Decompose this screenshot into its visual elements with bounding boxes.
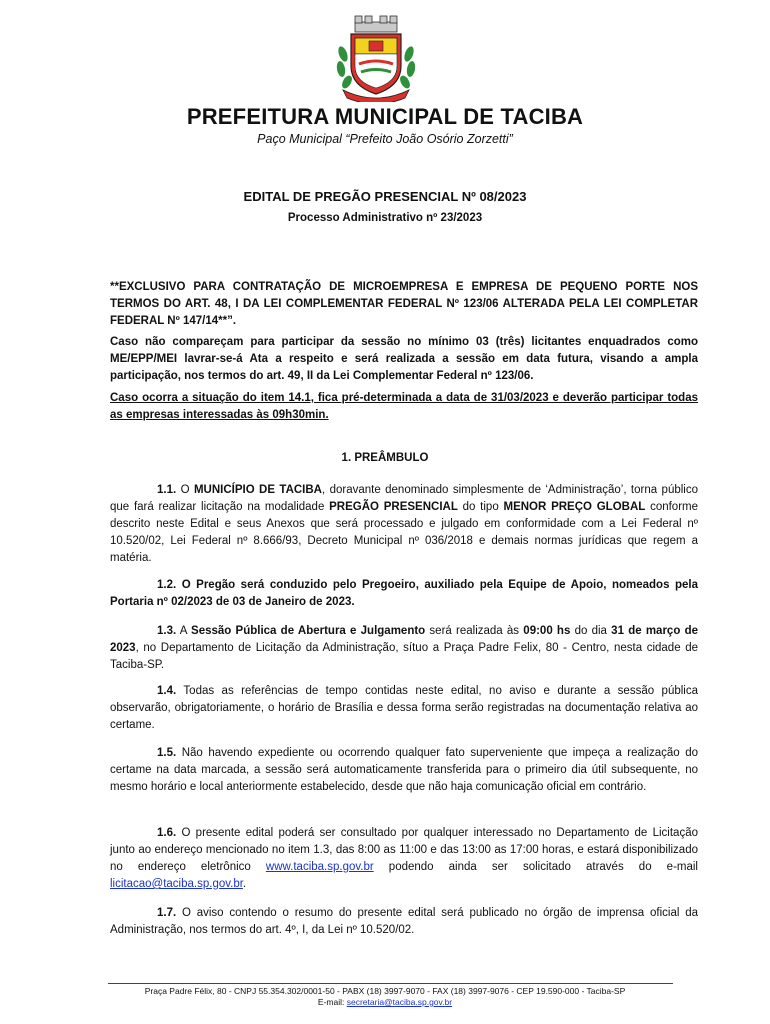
clause-number: 1.4. <box>157 685 177 697</box>
clause-1-7 <box>110 905 698 939</box>
clause-number: 1.5. <box>157 747 177 759</box>
clause-number: 1.6. <box>157 827 177 839</box>
clause-text: podendo ainda ser solicitado através do e-mail <box>373 861 698 873</box>
clause-1-2 <box>110 577 698 611</box>
clause-emphasis: Sessão Pública de Abertura e Julgamento <box>191 625 426 637</box>
clause-1-6 <box>110 825 698 893</box>
clause-text: 1.2. O Pregão será conduzido pelo Pregoeiro, auxiliado pela Equipe de Apoio, nomeados pela Portaria nº 02/2023 de 03 de Janeiro de 2023. <box>110 579 698 608</box>
clause-text: , no Departamento de Licitação da Administração, sítuo a Praça Padre Felix, 80 - Centro, nesta cidade de Taciba-SP. <box>110 642 698 671</box>
clause-text: . <box>242 878 247 890</box>
page-subtitle: Paço Municipal “Prefeito João Osório Zorzetti” <box>257 132 513 146</box>
clause-text: será realizada às <box>425 625 524 637</box>
clause-emphasis: PREGÃO PRESENCIAL <box>329 501 458 513</box>
clause-text: O <box>176 484 194 496</box>
clause-number: 1.7. <box>157 907 177 919</box>
clause-text: do dia <box>570 625 612 637</box>
clause-1-1 <box>110 482 698 567</box>
clause-emphasis: 31 de março de 2023 <box>110 625 698 654</box>
clause-text: O presente edital poderá ser consultado por qualquer interessado no Departamento de Licitação junto ao endereço mencionado no item 1.3, das 8:00 as 11:00 e das 13:00 as 17:00 horas, e estará disponibilizado no endereço eletrônico <box>110 827 698 873</box>
footer-address: Praça Padre Félix, 80 - CNPJ 55.354.302/0001-50 - PABX (18) 3997-9070 - FAX (18) 3997-9076 - CEP 19.590-000 - Taciba-SP <box>144 986 626 996</box>
edital-title: EDITAL DE PREGÃO PRESENCIAL Nº 08/2023 <box>243 189 527 204</box>
clause-1-3 <box>110 623 698 674</box>
clause-text: Todas as referências de tempo contidas neste edital, no aviso e durante a sessão pública observarão, obrigatoriamente, o horário de Brasília e dessa forma serão registradas na documentação relativa ao certame. <box>110 685 698 731</box>
notice-minimo-licitantes: Caso não compareçam para participar da sessão no mínimo 03 (três) licitantes enquadrados como ME/EPP/MEI lavrar-se-á Ata a respeito e será realizada a sessão em data futura, visando a ampla participação, nos termos do art. 49, II da Lei Complementar Federal nº 123/06. <box>110 336 698 382</box>
clause-text: do tipo <box>457 501 504 513</box>
clause-text: Não havendo expediente ou ocorrendo qualquer fato superveniente que impeça a realização do certame na data marcada, a sessão será automaticamente transferida para o primeiro dia útil subsequente, no mesmo horário e local anteriormente estabelecido, desde que não haja comunicação oficial em contrário. <box>110 747 698 793</box>
clause-emphasis: 09:00 hs <box>523 625 571 637</box>
clause-1-4 <box>110 683 698 734</box>
page-title: PREFEITURA MUNICIPAL DE TACIBA <box>186 104 584 129</box>
licitacao-email-link[interactable]: licitacao@taciba.sp.gov.br <box>110 878 243 890</box>
clause-text: conforme descrito neste Edital e seus Anexos que será processado e julgado em conformidade com a Lei Federal nº 10.520/02, Lei Federal nº 8.666/93, Decreto Municipal nº 036/2018 e demais normas jurídicas que regem a matéria. <box>110 501 699 564</box>
municipal-coat-of-arms-icon <box>333 14 419 102</box>
clause-text: , doravante denominado simplesmente de ‘Administração’, torna público que fará realizar licitação na modalidade <box>110 484 698 513</box>
clause-1-5 <box>110 745 698 796</box>
processo-administrativo: Processo Administrativo nº 23/2023 <box>287 212 483 224</box>
notice-item-14-1: Caso ocorra a situação do item 14.1, fica pré-determinada a data de 31/03/2023 e deverão participar todas as empresas interessadas às 09h30min. <box>110 392 698 421</box>
clause-emphasis: MENOR PREÇO GLOBAL <box>503 501 646 513</box>
section-heading: 1. PREÂMBULO <box>341 452 429 464</box>
clause-number: 1.3. <box>157 625 177 637</box>
footer-email-link[interactable]: secretaria@taciba.sp.gov.br <box>346 997 453 1007</box>
clause-text: O aviso contendo o resumo do presente edital será publicado no órgão de imprensa oficial da Administração, nos termos do art. 4º, I, da Lei nº 10.520/02. <box>110 907 698 936</box>
footer-email-line <box>0 997 770 1008</box>
clause-emphasis: MUNICÍPIO DE TACIBA <box>193 484 322 496</box>
clause-text: A <box>176 625 192 637</box>
footer-email-label: E-mail: <box>317 997 347 1007</box>
website-link[interactable]: www.taciba.sp.gov.br <box>265 861 374 873</box>
notice-exclusivo: **EXCLUSIVO PARA CONTRATAÇÃO DE MICROEMPRESA E EMPRESA DE PEQUENO PORTE NOS TERMOS DO ART. 48, I DA LEI COMPLEMENTAR FEDERAL Nº 123/06 ALTERADA PELA LEI COMPLETAR FEDERAL Nº 147/14**”. <box>110 281 698 327</box>
footer-divider <box>108 983 673 984</box>
clause-number: 1.1. <box>157 484 177 496</box>
